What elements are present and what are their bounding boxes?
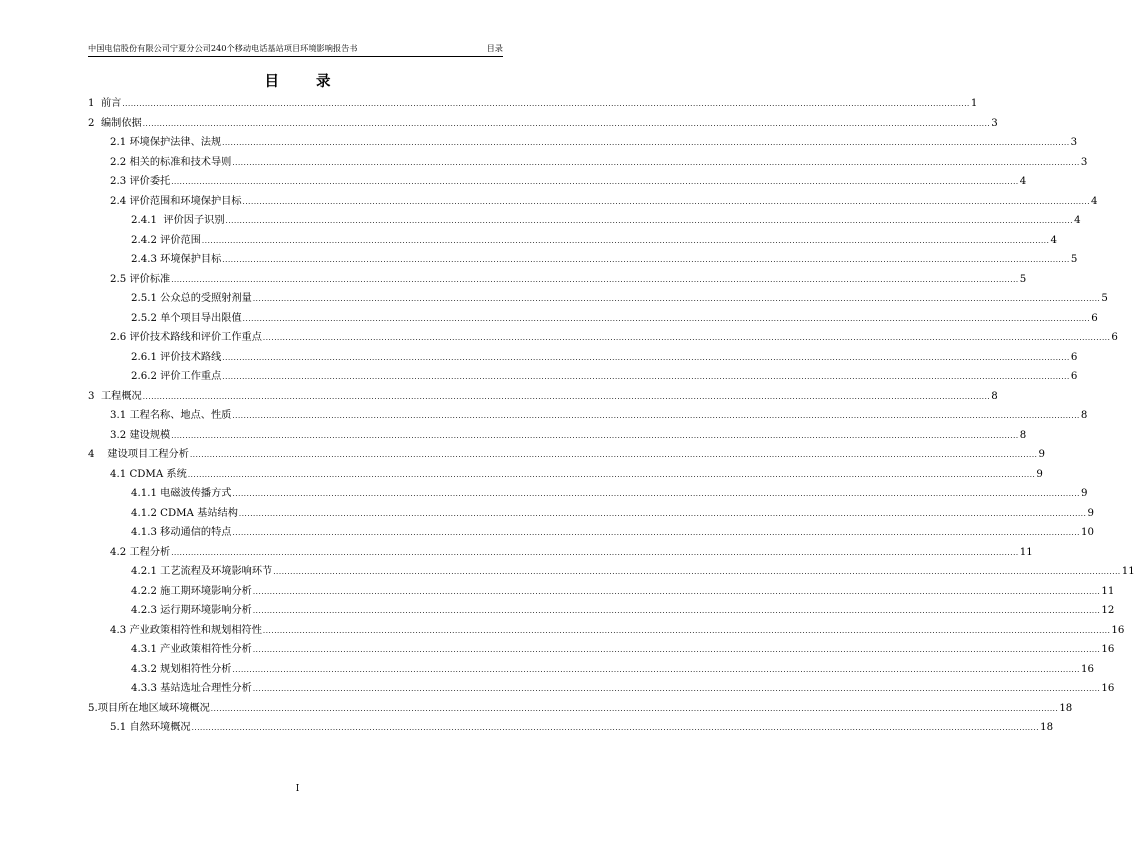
- toc-entry-page: 3: [1070, 137, 1078, 148]
- toc-leader-dots: ............................................................................................................................................................................................................................................................................................................: [210, 704, 1059, 713]
- toc-entry[interactable]: [88, 484, 1088, 504]
- toc-leader-dots: ............................................................................................................................................................................................................................................................................................................: [142, 119, 991, 128]
- toc-entry-label: 5.1 自然环境概况: [110, 722, 191, 733]
- page-number: I: [295, 784, 300, 794]
- toc-leader-dots: ............................................................................................................................................................................................................................................................................................................: [232, 665, 1081, 674]
- toc-entry-page: 3: [1080, 156, 1088, 168]
- toc-entry-page: 18: [1059, 702, 1073, 714]
- toc-leader-dots: ............................................................................................................................................................................................................................................................................................................: [201, 236, 1050, 245]
- toc-entry-label: 4.3.3 基站选址合理性分析: [131, 683, 252, 694]
- toc-entry[interactable]: [88, 289, 1108, 309]
- toc-leader-dots: ............................................................................................................................................................................................................................................................................................................: [187, 470, 1036, 479]
- toc-leader-dots: ............................................................................................................................................................................................................................................................................................................: [191, 724, 1040, 732]
- toc-entry-page: 16: [1081, 663, 1094, 675]
- toc-entry-label: 3.1 工程名称、地点、性质: [110, 410, 232, 421]
- toc-entry-label: 4.1.2 CDMA 基站结构: [131, 507, 238, 519]
- toc-leader-dots: ............................................................................................................................................................................................................................................................................................................: [222, 256, 1070, 264]
- toc-entry-label: 4 建设项目工程分析: [88, 449, 189, 460]
- toc-leader-dots: ............................................................................................................................................................................................................................................................................................................: [189, 451, 1038, 459]
- toc-leader-dots: ............................................................................................................................................................................................................................................................................................................: [142, 392, 991, 401]
- toc-entry-label: 4.1 CDMA 系统: [110, 468, 187, 480]
- toc-entry[interactable]: [88, 562, 1135, 582]
- toc-entry[interactable]: [88, 601, 1115, 621]
- header-section: 目录: [486, 43, 503, 53]
- toc-entry-page: 16: [1111, 624, 1125, 636]
- toc-entry[interactable]: [88, 504, 1094, 524]
- toc-entry[interactable]: [88, 114, 998, 134]
- toc-entry-label: 4.1.1 电磁波传播方式: [131, 488, 232, 499]
- toc-entry-page: 5: [1070, 254, 1078, 265]
- toc-entry[interactable]: [88, 192, 1098, 212]
- toc-entry[interactable]: [88, 679, 1115, 699]
- toc-entry[interactable]: [88, 133, 1078, 153]
- toc-entry-label: 4.2.1 工艺流程及环境影响环节: [131, 566, 273, 577]
- toc-entry-label: 2.6.2 评价工作重点: [131, 371, 222, 382]
- toc-entry-label: 2.4.3 环境保护目标: [131, 254, 222, 265]
- toc-entry[interactable]: [88, 543, 1033, 563]
- toc-leader-dots: ............................................................................................................................................................................................................................................................................................................: [232, 412, 1080, 420]
- toc-entry-page: 9: [1038, 449, 1045, 460]
- toc-title: 目 录: [264, 73, 347, 90]
- toc-entry-label: 4.3 产业政策相符性和规划相符性: [110, 624, 262, 636]
- toc-entry-label: 3.2 建设规模: [110, 429, 171, 441]
- toc-entry-label: 2.2 相关的标准和技术导则: [110, 156, 232, 168]
- toc-entry-label: 2.5.2 单个项目导出限值: [131, 312, 242, 324]
- header-title: 中国电信股份有限公司宁夏分公司240个移动电话基站项目环境影响报告书: [88, 43, 358, 53]
- toc-entry[interactable]: [88, 153, 1088, 173]
- toc-entry-page: 6: [1070, 371, 1078, 382]
- toc-leader-dots: ............................................................................................................................................................................................................................................................................................................: [252, 587, 1101, 596]
- toc-leader-dots: ............................................................................................................................................................................................................................................................................................................: [262, 334, 1111, 342]
- toc-entry-page: 11: [1121, 566, 1135, 577]
- header-rule: [88, 56, 503, 57]
- toc-entry-page: 8: [1019, 429, 1027, 441]
- toc-entry-page: 16: [1101, 644, 1115, 655]
- toc-entry[interactable]: [88, 660, 1094, 680]
- toc-entry-label: 2.5 评价标准: [110, 273, 171, 285]
- toc-entry-label: 2.4.1 评价因子识别: [131, 215, 225, 226]
- toc-leader-dots: ............................................................................................................................................................................................................................................................................................................: [232, 490, 1081, 498]
- toc-leader-dots: ............................................................................................................................................................................................................................................................................................................: [232, 158, 1080, 167]
- toc-entry[interactable]: [88, 231, 1057, 251]
- toc-entry-page: 9: [1081, 488, 1088, 499]
- toc-leader-dots: ............................................................................................................................................................................................................................................................................................................: [171, 431, 1019, 440]
- toc-leader-dots: ............................................................................................................................................................................................................................................................................................................: [273, 568, 1121, 576]
- toc-entry[interactable]: [88, 387, 998, 407]
- toc-entry[interactable]: [88, 172, 1027, 192]
- toc-leader-dots: ............................................................................................................................................................................................................................................................................................................: [222, 373, 1070, 381]
- toc-leader-dots: ............................................................................................................................................................................................................................................................................................................: [171, 275, 1019, 284]
- toc-entry[interactable]: [88, 640, 1115, 660]
- toc-entry-label: 2.6 评价技术路线和评价工作重点: [110, 332, 262, 343]
- toc-entry-page: 10: [1081, 527, 1094, 538]
- toc-entry-label: 4.2.3 运行期环境影响分析: [131, 605, 252, 616]
- toc-entry-label: 2.5.1 公众总的受照射剂量: [131, 293, 252, 304]
- toc-entry-page: 4: [1091, 195, 1098, 207]
- toc-entry-label: 2.4 评价范围和环境保护目标: [110, 195, 242, 207]
- toc-entry[interactable]: [88, 367, 1078, 387]
- toc-entry[interactable]: [88, 582, 1115, 602]
- toc-entry[interactable]: [88, 523, 1094, 543]
- toc-entry[interactable]: [88, 328, 1118, 348]
- toc-entry-label: 4.3.2 规划相符性分析: [131, 663, 232, 675]
- toc-leader-dots: ............................................................................................................................................................................................................................................................................................................: [222, 353, 1070, 362]
- toc-entry-page: 4: [1019, 176, 1027, 187]
- toc-leader-dots: ............................................................................................................................................................................................................................................................................................................: [222, 139, 1070, 147]
- toc-entry-label: 2.6.1 评价技术路线: [131, 351, 222, 363]
- toc-leader-dots: ............................................................................................................................................................................................................................................................................................................: [262, 626, 1111, 635]
- toc-leader-dots: ............................................................................................................................................................................................................................................................................................................: [252, 607, 1101, 615]
- toc-entry-page: 11: [1019, 546, 1033, 558]
- toc-leader-dots: ............................................................................................................................................................................................................................................................................................................: [225, 217, 1074, 225]
- toc-entry-label: 3 工程概况: [88, 390, 142, 402]
- toc-entry-page: 12: [1101, 605, 1115, 616]
- toc-entry-label: 2.1 环境保护法律、法规: [110, 137, 222, 148]
- toc-entry-label: 5.项目所在地区域环境概况: [88, 702, 210, 714]
- toc-entry-label: 4.3.1 产业政策相符性分析: [131, 644, 252, 655]
- table-of-contents: [88, 94, 1135, 738]
- toc-entry[interactable]: [88, 445, 1045, 465]
- toc-entry[interactable]: [88, 270, 1027, 290]
- toc-entry[interactable]: [88, 348, 1078, 368]
- toc-entry[interactable]: [88, 426, 1027, 446]
- toc-entry-label: 1 前言: [88, 98, 122, 109]
- toc-entry[interactable]: [88, 621, 1125, 641]
- toc-entry-page: 11: [1101, 585, 1115, 597]
- toc-entry-page: 16: [1101, 683, 1115, 694]
- toc-entry-page: 1: [970, 98, 978, 109]
- toc-leader-dots: ............................................................................................................................................................................................................................................................................................................: [171, 548, 1019, 557]
- toc-entry-page: 9: [1036, 468, 1043, 480]
- toc-entry[interactable]: [88, 309, 1098, 329]
- toc-entry-page: 5: [1019, 273, 1027, 285]
- toc-entry-page: 8: [991, 390, 998, 402]
- toc-leader-dots: ............................................................................................................................................................................................................................................................................................................: [242, 314, 1091, 323]
- toc-entry-label: 4.1.3 移动通信的特点: [131, 527, 232, 538]
- toc-entry-page: 6: [1091, 312, 1098, 324]
- toc-entry-page: 6: [1070, 351, 1078, 363]
- toc-entry-label: 2 编制依据: [88, 117, 142, 129]
- toc-entry[interactable]: [88, 211, 1081, 231]
- toc-entry[interactable]: [88, 94, 978, 114]
- toc-entry[interactable]: [88, 250, 1078, 270]
- toc-entry-page: 8: [1080, 410, 1088, 421]
- toc-leader-dots: ............................................................................................................................................................................................................................................................................................................: [252, 646, 1101, 654]
- toc-leader-dots: ............................................................................................................................................................................................................................................................................................................: [171, 178, 1019, 186]
- toc-entry-label: 2.3 评价委托: [110, 176, 171, 187]
- toc-leader-dots: ............................................................................................................................................................................................................................................................................................................: [122, 100, 970, 108]
- toc-entry[interactable]: [88, 406, 1088, 426]
- toc-entry-page: 9: [1087, 507, 1094, 519]
- toc-leader-dots: ............................................................................................................................................................................................................................................................................................................: [242, 197, 1091, 206]
- toc-leader-dots: ............................................................................................................................................................................................................................................................................................................: [252, 685, 1101, 693]
- toc-leader-dots: ............................................................................................................................................................................................................................................................................................................: [238, 509, 1087, 518]
- toc-entry[interactable]: [88, 718, 1054, 738]
- toc-entry-page: 18: [1040, 722, 1054, 733]
- toc-entry-page: 3: [991, 117, 998, 129]
- toc-entry-page: 5: [1101, 293, 1108, 304]
- toc-entry[interactable]: [88, 699, 1073, 719]
- toc-leader-dots: ............................................................................................................................................................................................................................................................................................................: [252, 295, 1101, 303]
- toc-entry-page: 4: [1074, 215, 1081, 226]
- toc-entry-page: 4: [1050, 234, 1057, 246]
- toc-entry[interactable]: [88, 465, 1043, 485]
- toc-entry-page: 6: [1111, 332, 1118, 343]
- toc-entry-label: 2.4.2 评价范围: [131, 234, 201, 246]
- page-header: [88, 42, 503, 57]
- toc-entry-label: 4.2 工程分析: [110, 546, 171, 558]
- toc-leader-dots: ............................................................................................................................................................................................................................................................................................................: [232, 529, 1081, 537]
- toc-entry-label: 4.2.2 施工期环境影响分析: [131, 585, 252, 597]
